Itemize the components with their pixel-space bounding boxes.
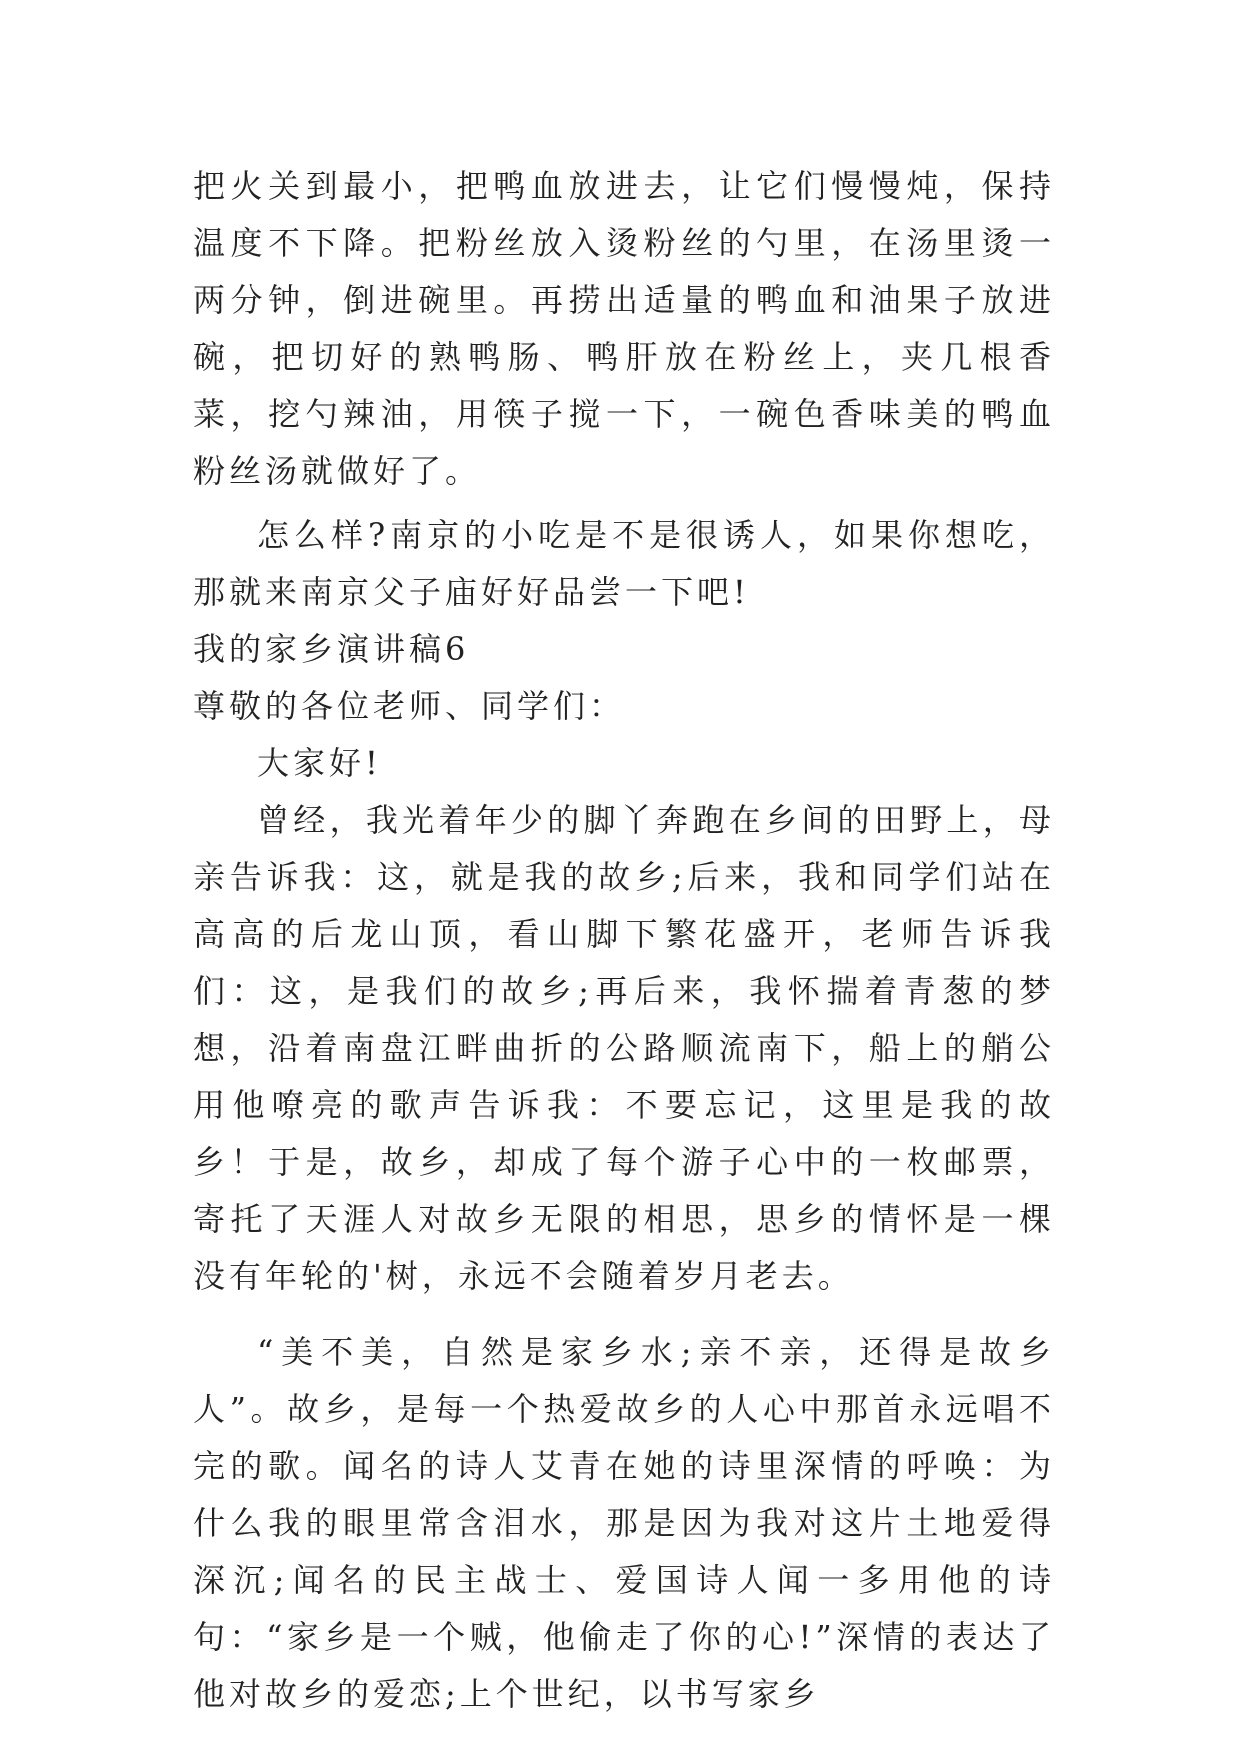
paragraph-recipe-steps: 把火关到最小，把鸭血放进去，让它们慢慢炖，保持温度不下降。把粉丝放入烫粉丝的勺里，在汤里烫一两分钟，倒进碗里。再捞出适量的鸭血和油果子放进碗，把切好的熟鸭肠、鸭肝放在粉丝上，夹几根香菜，挖勺辣油，用筷子搅一下，一碗色香味美的鸭血粉丝汤就做好了。 [193,167,1055,490]
paragraph-hometown-poetry: “美不美，自然是家乡水;亲不亲，还得是故乡人”。故乡，是每一个热爱故乡的人心中那首永远唱不完的歌。闻名的诗人艾青在她的诗里深情的呼唤：为什么我的眼里常含泪水，那是因为我对这片土地爱得深沉;闻名的民主战士、爱国诗人闻一多用他的诗句：“家乡是一个贼，他偷走了你的心!”深情的表达了他对故乡的爱恋;上个世纪，以书写家乡 [193,1333,1055,1713]
greeting: 大家好! [257,744,382,782]
document-page [193,158,1055,1723]
salutation: 尊敬的各位老师、同学们： [193,687,626,725]
paragraph-invitation: 怎么样?南京的小吃是不是很诱人，如果你想吃，那就来南京父子庙好好品尝一下吧! [193,516,1055,611]
section-heading: 我的家乡演讲稿6 [193,630,470,668]
paragraph-hometown-memory: 曾经，我光着年少的脚丫奔跑在乡间的田野上，母亲告诉我：这，就是我的故乡;后来，我和同学们站在高高的后龙山顶，看山脚下繁花盛开，老师告诉我们：这，是我们的故乡;再后来，我怀揣着青葱的梦想，沿着南盘江畔曲折的公路顺流南下，船上的艄公用他嘹亮的歌声告诉我：不要忘记，这里是我的故乡！于是，故乡，却成了每个游子心中的一枚邮票，寄托了天涯人对故乡无限的相思，思乡的情怀是一棵没有年轮的'树，永远不会随着岁月老去。 [193,801,1055,1295]
